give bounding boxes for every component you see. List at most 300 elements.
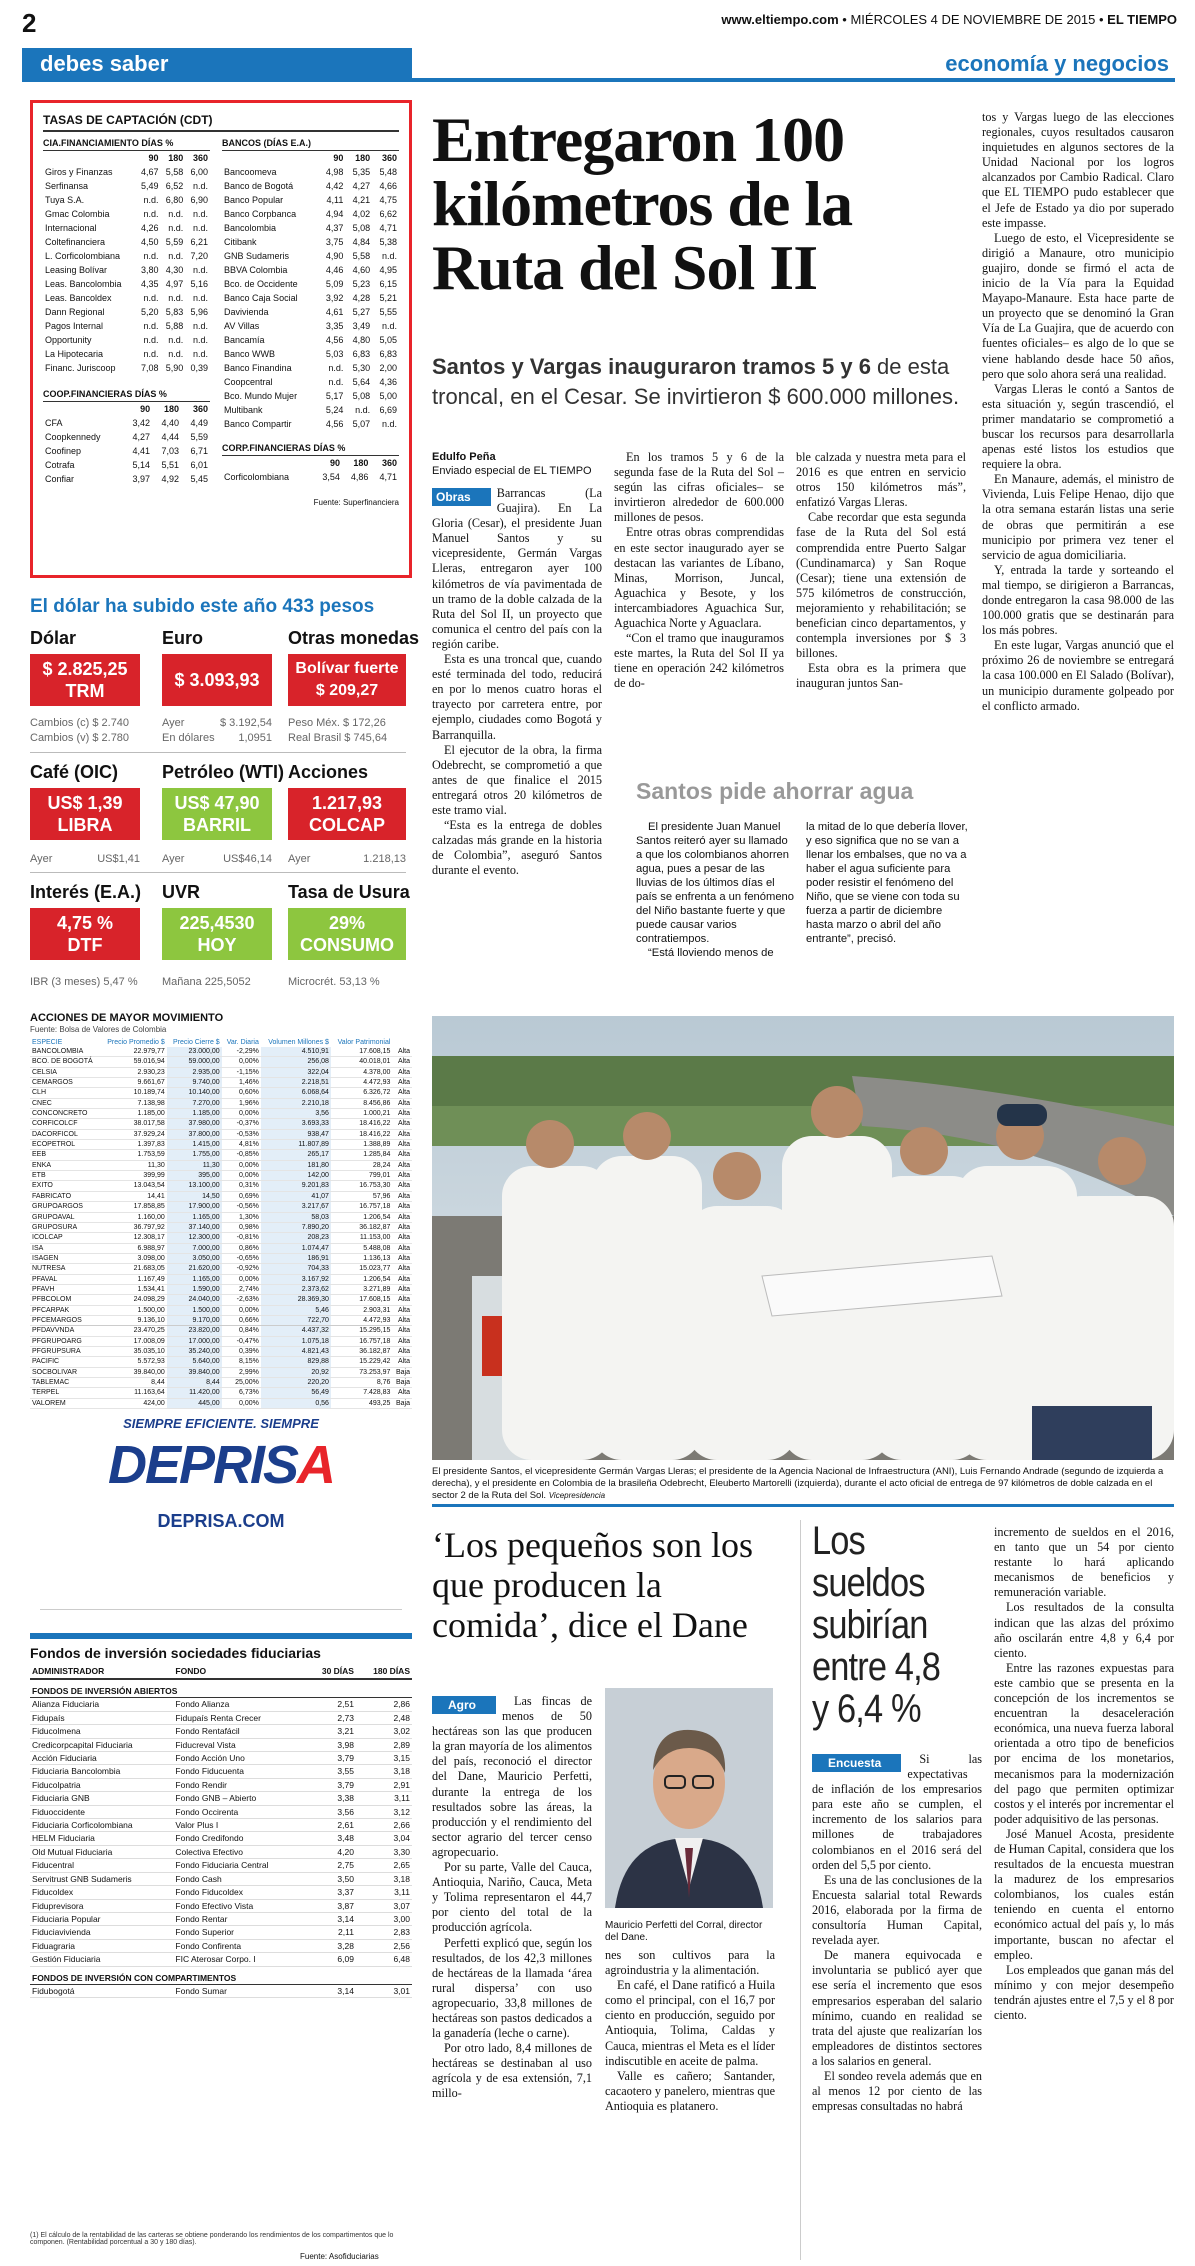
euro-label: Euro bbox=[162, 628, 204, 648]
cia-cell: 7,08 bbox=[140, 363, 159, 373]
cia-cell: Serfinansa bbox=[45, 181, 89, 191]
stock-cell: 18.416,22 bbox=[331, 1129, 393, 1139]
cia-cell: 3,80 bbox=[140, 265, 159, 275]
portrait-illustration bbox=[605, 1688, 773, 1908]
stock-cell: -0,65% bbox=[222, 1253, 261, 1263]
stock-cell: Alta bbox=[392, 1119, 412, 1129]
dolar-box bbox=[30, 654, 140, 706]
otras-l1: Peso Méx. $ 172,26 bbox=[288, 717, 386, 729]
stock-cell: 1.206,54 bbox=[331, 1274, 393, 1284]
stock-cell: 11,30 bbox=[100, 1160, 167, 1170]
stock-cell: PFGRUPOARG bbox=[30, 1336, 100, 1346]
paragraph: En café, el Dane ratificó a Huila como el principal, con el 16,7 por ciento en producción, seguido por Antioquia, Tolima, Caldas y Cauca, mientras el Meta es el líder indiscutible en aceite de palma. bbox=[605, 1978, 775, 2068]
stock-row bbox=[30, 1171, 412, 1181]
stock-cell: Alta bbox=[392, 1233, 412, 1243]
stock-cell: Alta bbox=[392, 1264, 412, 1274]
stock-cell: EXITO bbox=[30, 1181, 100, 1191]
stock-cell: 0,60% bbox=[222, 1088, 261, 1098]
fund-cell: 2,75 bbox=[306, 1859, 356, 1872]
fund-cell: 3,15 bbox=[356, 1752, 412, 1765]
acciones-box: 1.217,93 COLCAP bbox=[288, 788, 406, 840]
header-info: www.eltiempo.com • MIÉRCOLES 4 DE NOVIEMBRE DE 2015 • EL TIEMPO bbox=[721, 12, 1177, 27]
stock-cell: 142,00 bbox=[261, 1171, 331, 1181]
cia-cell: 6,80 bbox=[165, 195, 184, 205]
cia-cell: 4,26 bbox=[140, 223, 159, 233]
stock-cell: 21.683,05 bbox=[100, 1264, 167, 1274]
stock-cell: Alta bbox=[392, 1088, 412, 1098]
stock-row bbox=[30, 1243, 412, 1253]
fund-cell: 3,07 bbox=[356, 1899, 412, 1912]
stock-cell: 5,46 bbox=[261, 1305, 331, 1315]
otras-l2: Real Brasil $ 745,64 bbox=[288, 732, 388, 744]
cia-cell: 5,49 bbox=[140, 181, 159, 191]
stock-cell: 4.437,32 bbox=[261, 1326, 331, 1336]
coop-cell: CFA bbox=[45, 418, 63, 428]
coop-row bbox=[43, 472, 210, 486]
stock-cell: 1.000,21 bbox=[331, 1109, 393, 1119]
stock-cell: 1.206,54 bbox=[331, 1212, 393, 1222]
ad-url[interactable]: DEPRISA.COM bbox=[157, 1511, 285, 1531]
stock-cell: 7.428,83 bbox=[331, 1388, 393, 1398]
fund-row bbox=[30, 1698, 412, 1711]
sidebar-col-2 bbox=[806, 820, 970, 946]
paragraph: Barrancas (La Guajira). En La Gloria (Cesar), el presidente Juan Manuel Santos y su vicepresidente, Germán Vargas Lleras, entregaron ayer 100 kilómetros de vía pavimentada de un tramo de la doble calzada de la Ruta del Sol II, un proyecto que comunica el centro del país con la región caribe. bbox=[432, 486, 602, 651]
ad-slogan: SIEMPRE EFICIENTE. SIEMPRE bbox=[123, 1416, 319, 1431]
fund-row bbox=[30, 1912, 412, 1925]
stock-cell: 58,03 bbox=[261, 1212, 331, 1222]
bank-cell: 4,75 bbox=[379, 195, 397, 205]
bank-row bbox=[222, 417, 399, 431]
fund-cell: 3,87 bbox=[306, 1899, 356, 1912]
deprisa-ad[interactable] bbox=[40, 1325, 402, 1610]
cia-cell: Pagos Internal bbox=[45, 321, 104, 331]
stock-cell: Alta bbox=[392, 1274, 412, 1284]
stock-cell: 39.840,00 bbox=[167, 1367, 222, 1377]
stock-cell: 16.757,18 bbox=[331, 1336, 393, 1346]
stock-cell: 35.035,10 bbox=[100, 1346, 167, 1356]
stock-cell: 8,15% bbox=[222, 1357, 261, 1367]
stock-cell: 829,88 bbox=[261, 1357, 331, 1367]
bank-cell: 4,28 bbox=[352, 293, 371, 303]
cia-cell: 5,59 bbox=[165, 237, 184, 247]
bank-cell: 5,23 bbox=[352, 279, 371, 289]
euro-l2: En dólares 1,0951 bbox=[162, 732, 272, 744]
dolar-label: Dólar bbox=[30, 628, 77, 648]
site-url[interactable]: www.eltiempo.com bbox=[721, 12, 839, 27]
fund-cell: 3,38 bbox=[306, 1792, 356, 1805]
petroleo-l1: Ayer US$46,14 bbox=[162, 853, 272, 865]
stock-cell: 8,44 bbox=[100, 1378, 167, 1388]
otras-unit: $ 209,27 bbox=[315, 682, 379, 699]
stock-row bbox=[30, 1295, 412, 1305]
cia-cell: 7,20 bbox=[190, 251, 209, 261]
fund-cell: HELM Fiduciaria bbox=[30, 1832, 173, 1845]
cia-cell: 6,21 bbox=[190, 237, 209, 247]
bank-cell: 5,00 bbox=[379, 391, 397, 401]
cia-cell: 5,20 bbox=[140, 307, 159, 317]
coop-cell: Coofinep bbox=[45, 446, 82, 456]
bank-cell: 5,48 bbox=[379, 167, 397, 177]
dolar-l1: Cambios (c) $ 2.740 bbox=[30, 717, 130, 729]
paragraph: El sondeo revela además que en al menos 12 por ciento de las empresas consultadas no habrá bbox=[812, 2068, 982, 2114]
euro-box bbox=[162, 654, 272, 706]
section-debes-saber: debes saber bbox=[22, 48, 412, 82]
paragraph: Cabe recordar que esta segunda fase de la Ruta del Sol está comprendida entre Puerto Salgar (Cundinamarca) y San Roque (Cesar); tiene una extensión de 575 kilómetros de construcción, mejoramiento y rehabilitación; se benefician cinco departamentos, y contempla inversiones por $ 3 billones. bbox=[796, 510, 966, 661]
stock-row bbox=[30, 1202, 412, 1212]
stock-cell: 445,00 bbox=[167, 1398, 222, 1408]
bank-cell: 5,08 bbox=[352, 223, 371, 233]
stock-cell: Alta bbox=[392, 1357, 412, 1367]
stocks-col-header: Valor Patrimonial bbox=[337, 1039, 391, 1046]
stock-row bbox=[30, 1212, 412, 1222]
cdt-rates-box bbox=[30, 100, 412, 578]
fund-cell: Alianza Fiduciaria bbox=[30, 1698, 173, 1711]
stock-cell: 1.167,49 bbox=[100, 1274, 167, 1284]
stock-cell: 23.470,25 bbox=[100, 1326, 167, 1336]
coop-cell: Coopkennedy bbox=[45, 432, 101, 442]
bank-cell: 4,60 bbox=[352, 265, 371, 275]
funds-bar bbox=[30, 1633, 412, 1639]
paragraph: En Manaure, además, el ministro de Vivienda, Luis Felipe Henao, dijo que la otra semana estarán listas una serie de obras que permitirán a ese municipio por primera vez tener el servicio de agua domiciliaria. bbox=[982, 472, 1174, 562]
fund-cell: 6,48 bbox=[356, 1953, 412, 1966]
stock-cell: ECOPETROL bbox=[30, 1140, 100, 1150]
bank-cell: n.d. bbox=[328, 377, 344, 387]
coop-table: 90 180 360 CFA 3,42 4,40 4,49 Coopkennedy 4,27 4,44 5,59 Coofinep 4,41 7,03 6,71 Cotrafa 5,14 5,51 6,01 Confiar 3,97 4,92 5,45 bbox=[45, 404, 209, 484]
fund-row bbox=[30, 1845, 412, 1858]
stock-cell: Alta bbox=[392, 1067, 412, 1077]
bank-cell: Banco Popular bbox=[224, 195, 284, 205]
fund-cell: Fondo Fiducoldex bbox=[173, 1886, 306, 1899]
cia-cell: 4,67 bbox=[140, 167, 159, 177]
stock-row bbox=[30, 1253, 412, 1263]
stock-cell: 424,00 bbox=[100, 1398, 167, 1408]
fund-cell: 6,09 bbox=[306, 1953, 356, 1966]
funds-source: Fuente: Asofiduciarias bbox=[300, 2252, 379, 2261]
stock-cell: 37.929,24 bbox=[100, 1129, 167, 1139]
fund-row bbox=[30, 1738, 412, 1751]
stock-cell: GRUPOARGOS bbox=[30, 1202, 100, 1212]
bank-cell: 4,21 bbox=[352, 195, 371, 205]
fund-cell: 3,37 bbox=[306, 1886, 356, 1899]
fund-cell: 2,11 bbox=[306, 1926, 356, 1939]
fund-row bbox=[30, 1752, 412, 1765]
fund-cell: 3,55 bbox=[306, 1765, 356, 1778]
coop-row bbox=[43, 444, 210, 458]
fund-cell: 2,61 bbox=[306, 1819, 356, 1832]
photo-caption: El presidente Santos, el vicepresidente Germán Vargas Lleras; el presidente de la Agencia Nacional de Infraestructura (ANI), Luis Fernando Andrade (segundo de izquierda a derecha), y el presidente en Colombia de la brasileña Odebrecht, Eleuberto Martorelli (izquierda), durante el acto oficial de entrega de 97 kilómetros de doble calzada en el sector 2 de la Ruta del Sol. Vicepresidencia bbox=[432, 1466, 1164, 1501]
stock-cell: 16.757,18 bbox=[331, 1202, 393, 1212]
fund-cell: Old Mutual Fiduciaria bbox=[30, 1845, 173, 1858]
stock-cell: -2,63% bbox=[222, 1295, 261, 1305]
stock-cell: Alta bbox=[392, 1305, 412, 1315]
fund-cell: 2,51 bbox=[306, 1698, 356, 1711]
fund-cell: 3,21 bbox=[306, 1725, 356, 1738]
bank-cell: 3,35 bbox=[325, 321, 344, 331]
stock-cell: 18.416,22 bbox=[331, 1119, 393, 1129]
dolar-l2: Cambios (v) $ 2.780 bbox=[30, 732, 130, 744]
stock-cell: PFDAVVNDA bbox=[30, 1326, 100, 1336]
stock-cell: 2.930,23 bbox=[100, 1067, 167, 1077]
fund-cell: 2,91 bbox=[356, 1778, 412, 1791]
bank-cell: 3,92 bbox=[325, 293, 344, 303]
fund-cell: Fondo Cash bbox=[173, 1872, 306, 1885]
stock-cell: 7.000,00 bbox=[167, 1243, 222, 1253]
bank-cell: 4,27 bbox=[352, 181, 371, 191]
stock-row bbox=[30, 1057, 412, 1067]
stock-cell: Alta bbox=[392, 1336, 412, 1346]
cia-cell: 6,52 bbox=[165, 181, 184, 191]
indicators-title: El dólar ha subido este año 433 pesos bbox=[30, 596, 375, 617]
fund-cell: 3,48 bbox=[306, 1832, 356, 1845]
cia-row bbox=[43, 235, 210, 249]
bank-row bbox=[222, 305, 399, 319]
stock-cell: BCO. DE BOGOTÁ bbox=[30, 1057, 100, 1067]
stock-cell: CLH bbox=[30, 1088, 100, 1098]
bank-cell: 3,49 bbox=[352, 321, 371, 331]
cia-row bbox=[43, 347, 210, 361]
stock-cell: -0,92% bbox=[222, 1264, 261, 1274]
stock-cell: 16.753,30 bbox=[331, 1181, 393, 1191]
cia-cell: n.d. bbox=[143, 335, 159, 345]
stock-cell: 9.170,00 bbox=[167, 1315, 222, 1325]
bank-cell: Multibank bbox=[224, 405, 263, 415]
stock-cell: 4.472,93 bbox=[331, 1078, 393, 1088]
funds-section-header: FONDOS DE INVERSIÓN CON COMPARTIMENTOS bbox=[30, 1966, 412, 1984]
stock-cell: -0,47% bbox=[222, 1336, 261, 1346]
bank-row bbox=[222, 179, 399, 193]
euro-l1: Ayer $ 3.192,54 bbox=[162, 717, 272, 729]
coop-cell: 5,45 bbox=[190, 474, 209, 484]
stock-cell: GRUPOSURA bbox=[30, 1222, 100, 1232]
stock-cell: Alta bbox=[392, 1171, 412, 1181]
main-deck: Santos y Vargas inauguraron tramos 5 y 6 de esta troncal, en el Cesar. Se invirtieron $ 600.000 millones. bbox=[432, 354, 960, 409]
stock-cell: 11.420,00 bbox=[167, 1388, 222, 1398]
stock-cell: 9.740,00 bbox=[167, 1078, 222, 1088]
stock-cell: 1.185,00 bbox=[167, 1109, 222, 1119]
stock-row bbox=[30, 1047, 412, 1057]
bank-cell: 5,64 bbox=[352, 377, 371, 387]
stock-cell: 1.500,00 bbox=[100, 1305, 167, 1315]
byline: Edulfo Peña Enviado especial de EL TIEMPO bbox=[432, 451, 592, 477]
bank-cell: 4,11 bbox=[326, 195, 344, 205]
bank-cell: 5,38 bbox=[379, 237, 397, 247]
stock-cell: Baja bbox=[392, 1398, 412, 1408]
fund-row bbox=[30, 1778, 412, 1791]
stock-cell: 0,98% bbox=[222, 1222, 261, 1232]
fund-row bbox=[30, 1819, 412, 1832]
stock-cell: 15.229,42 bbox=[331, 1357, 393, 1367]
cia-row bbox=[43, 193, 210, 207]
stock-row bbox=[30, 1181, 412, 1191]
lower-rule bbox=[432, 1504, 1174, 1507]
paragraph: “Está lloviendo menos de bbox=[648, 947, 774, 959]
stock-cell: CELSIA bbox=[30, 1067, 100, 1077]
stock-cell: 399,99 bbox=[100, 1171, 167, 1181]
cia-cell: Dann Regional bbox=[45, 307, 105, 317]
fund-cell: Fondo Rentafácil bbox=[173, 1725, 306, 1738]
stock-cell: 4.510,91 bbox=[261, 1047, 331, 1057]
fund-cell: Fondo Fiduciaria Central bbox=[173, 1859, 306, 1872]
fund-row bbox=[30, 1765, 412, 1778]
stock-cell: 1.590,00 bbox=[167, 1284, 222, 1294]
paragraph: “Esta es la entrega de dobles calzadas más grande en la historia de Colombia”, aseguró Santos durante el evento. bbox=[432, 818, 602, 878]
cia-row bbox=[43, 305, 210, 319]
usura-box: 29% CONSUMO bbox=[288, 908, 406, 960]
fund-cell: Fiduprevisora bbox=[30, 1899, 173, 1912]
stock-cell: 17.858,85 bbox=[100, 1202, 167, 1212]
cia-cell: 4,97 bbox=[165, 279, 184, 289]
fund-row bbox=[30, 1725, 412, 1738]
stock-cell: -0,85% bbox=[222, 1150, 261, 1160]
stock-cell: 57,96 bbox=[331, 1191, 393, 1201]
fund-cell: Fiduciavivienda bbox=[30, 1926, 173, 1939]
fund-cell: Fiducoldex bbox=[30, 1886, 173, 1899]
cia-cell: n.d. bbox=[143, 251, 159, 261]
stock-cell: 35.240,00 bbox=[167, 1346, 222, 1356]
stock-cell: 13.100,00 bbox=[167, 1181, 222, 1191]
stock-cell: 5.572,93 bbox=[100, 1357, 167, 1367]
paragraph: ble calzada y nuestra meta para el 2016 es que entren en servicio otros 150 kilómetros más”, enfatizó Vargas Lleras. bbox=[796, 450, 966, 510]
cia-row bbox=[43, 319, 210, 333]
paragraph: Los resultados de la consulta indican que las alzas del próximo año oscilarán entre 4,8 y 6,4 por ciento. bbox=[994, 1600, 1174, 1660]
cia-row bbox=[43, 291, 210, 305]
stock-cell: 36.182,87 bbox=[331, 1222, 393, 1232]
stock-cell: 10.140,00 bbox=[167, 1088, 222, 1098]
fund-cell: Fondo GNB – Abierto bbox=[173, 1792, 306, 1805]
stock-cell: 256,08 bbox=[261, 1057, 331, 1067]
bank-cell: Banco WWB bbox=[224, 349, 276, 359]
stock-cell: 1.074,47 bbox=[261, 1243, 331, 1253]
issue-date: MIÉRCOLES 4 DE NOVIEMBRE DE 2015 bbox=[850, 12, 1096, 27]
dane-col-2 bbox=[605, 1948, 775, 2114]
stock-row bbox=[30, 1109, 412, 1119]
stock-cell: 17.608,15 bbox=[331, 1295, 393, 1305]
cia-row bbox=[43, 263, 210, 277]
stock-cell: 7.138,98 bbox=[100, 1098, 167, 1108]
cia-row bbox=[43, 249, 210, 263]
cia-cell: n.d. bbox=[168, 335, 184, 345]
stock-cell: 2.373,62 bbox=[261, 1284, 331, 1294]
stock-cell: 28.369,30 bbox=[261, 1295, 331, 1305]
cia-cell: 5,16 bbox=[190, 279, 209, 289]
bank-cell: n.d. bbox=[328, 363, 344, 373]
stock-cell: 21.620,00 bbox=[167, 1264, 222, 1274]
stock-cell: 2,74% bbox=[222, 1284, 261, 1294]
stock-cell: 5.640,00 bbox=[167, 1357, 222, 1367]
stock-cell: Alta bbox=[392, 1150, 412, 1160]
fund-cell: Fondo Credifondo bbox=[173, 1832, 306, 1845]
stock-cell: 2.935,00 bbox=[167, 1067, 222, 1077]
bank-cell: 6,62 bbox=[379, 209, 397, 219]
bank-cell: 2,00 bbox=[379, 363, 397, 373]
cia-cell: Leas. Bancoldex bbox=[45, 293, 112, 303]
stock-cell: 0,84% bbox=[222, 1326, 261, 1336]
stock-cell: 37.800,00 bbox=[167, 1129, 222, 1139]
paragraph: Por su parte, Valle del Cauca, Antioquia, Nariño, Cauca, Meta y Tolima representaron el 44,7 por ciento del total de la producción agrícola. bbox=[432, 1860, 592, 1935]
cia-cell: n.d. bbox=[143, 195, 159, 205]
stock-cell: 0,00% bbox=[222, 1160, 261, 1170]
stock-cell: 3.693,33 bbox=[261, 1119, 331, 1129]
stock-cell: 2.218,51 bbox=[261, 1078, 331, 1088]
stock-cell: 4.378,00 bbox=[331, 1067, 393, 1077]
stock-cell: 10.189,74 bbox=[100, 1088, 167, 1098]
fund-cell: 3,56 bbox=[306, 1805, 356, 1818]
stock-cell: 9.136,10 bbox=[100, 1315, 167, 1325]
fund-row bbox=[30, 1953, 412, 1966]
stock-cell: 6,73% bbox=[222, 1388, 261, 1398]
stock-cell: 1.755,00 bbox=[167, 1150, 222, 1160]
main-col-3 bbox=[796, 450, 966, 692]
stock-cell: 3.217,67 bbox=[261, 1202, 331, 1212]
bank-cell: n.d. bbox=[381, 251, 397, 261]
fund-row bbox=[30, 1711, 412, 1724]
col-90: 90 bbox=[148, 153, 159, 163]
photo-illustration bbox=[432, 1016, 1174, 1460]
stock-cell: 181,80 bbox=[261, 1160, 331, 1170]
paper-name: EL TIEMPO bbox=[1107, 12, 1177, 27]
fund-cell: 2,56 bbox=[356, 1939, 412, 1952]
fund-cell: Fidupaís bbox=[30, 1711, 173, 1724]
stock-cell: CEMARGOS bbox=[30, 1078, 100, 1088]
stocks-title: ACCIONES DE MAYOR MOVIMIENTO bbox=[30, 1012, 224, 1024]
bank-cell: 6,83 bbox=[379, 349, 397, 359]
stock-row bbox=[30, 1284, 412, 1294]
coop-row bbox=[43, 430, 210, 444]
stock-cell: 9.661,67 bbox=[100, 1078, 167, 1088]
paragraph: José Manuel Acosta, presidente de Human Capital, considera que los resultados de la encuesta muestran la madurez de los empresarios colombianos, los cuales están teniendo en cuenta el entorno económico actual del país y, lo más importante, buscan no afectar el empleo. bbox=[994, 1826, 1174, 1962]
stock-row bbox=[30, 1150, 412, 1160]
coop-cell: 7,03 bbox=[161, 446, 180, 456]
paragraph: De manera equivocada e involuntaria se publicó ayer que ese sería el incremento que esos empresarios esperaban del salario mínimo, cuando en realidad se trata del ajuste que realizarían los empleadores de distintos sectores a los salarios en general. bbox=[812, 1948, 982, 2068]
stock-cell: 2.903,31 bbox=[331, 1305, 393, 1315]
stock-cell: -0,56% bbox=[222, 1202, 261, 1212]
stock-cell: 28,24 bbox=[331, 1160, 393, 1170]
stock-row bbox=[30, 1119, 412, 1129]
bank-cell: 6,15 bbox=[379, 279, 397, 289]
cia-cell: n.d. bbox=[193, 293, 209, 303]
fund-cell: Fiducreval Vista bbox=[173, 1738, 306, 1751]
stock-cell: Alta bbox=[392, 1078, 412, 1088]
bank-cell: Bco. Mundo Mujer bbox=[224, 391, 298, 401]
cia-cell: 5,58 bbox=[165, 167, 184, 177]
stock-cell: 1.160,00 bbox=[100, 1212, 167, 1222]
fund-cell: 3,11 bbox=[356, 1886, 412, 1899]
bank-cell: 3,75 bbox=[325, 237, 344, 247]
bank-cell: 4,84 bbox=[352, 237, 371, 247]
coop-cell: Cotrafa bbox=[45, 460, 75, 470]
bank-row bbox=[222, 207, 399, 221]
cafe-l1: Ayer US$1,41 bbox=[30, 853, 140, 865]
bank-row bbox=[222, 291, 399, 305]
bank-cell: BBVA Colombia bbox=[224, 265, 288, 275]
stock-cell: 1.500,00 bbox=[167, 1305, 222, 1315]
cia-cell: n.d. bbox=[193, 181, 209, 191]
main-col-1 bbox=[432, 486, 602, 878]
stock-cell: 59.000,00 bbox=[167, 1057, 222, 1067]
dolar-unit: TRM bbox=[65, 681, 105, 701]
stock-cell: BANCOLOMBIA bbox=[30, 1047, 100, 1057]
fund-cell: 3,02 bbox=[356, 1725, 412, 1738]
fund-row bbox=[30, 1832, 412, 1845]
bank-row bbox=[222, 375, 399, 389]
cia-row bbox=[43, 179, 210, 193]
stock-cell: 12.300,00 bbox=[167, 1233, 222, 1243]
stock-cell: Alta bbox=[392, 1109, 412, 1119]
stock-cell: Alta bbox=[392, 1326, 412, 1336]
stock-cell: 0,00% bbox=[222, 1274, 261, 1284]
bank-cell: Banco Caja Social bbox=[224, 293, 298, 303]
stock-cell: 1,96% bbox=[222, 1098, 261, 1108]
